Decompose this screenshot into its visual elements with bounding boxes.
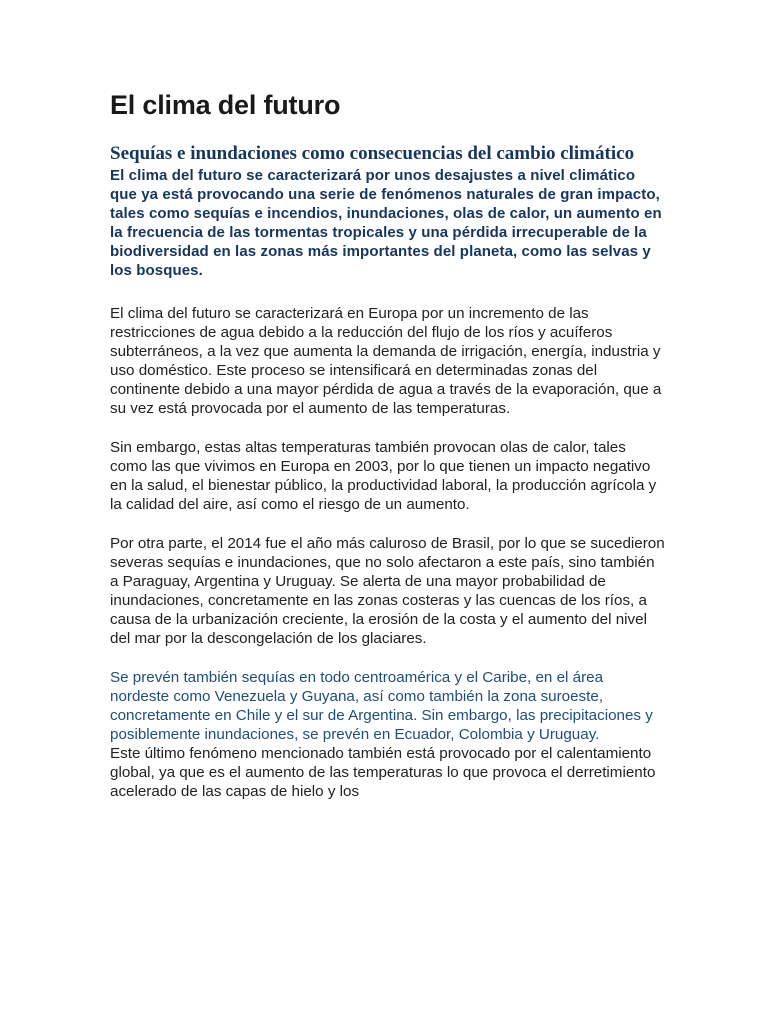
body-paragraph-latin-america: Se prevén también sequías en todo centroamérica y el Caribe, en el área nordeste como Venezuela y Guyana, así como también la zona suroeste, concretamente en Chile y el sur de Argentina. Sin embargo, las precipitaciones y posiblemente inundaciones, se prevén en Ecuador, Colombia y Uruguay. bbox=[110, 669, 653, 743]
document-page bbox=[110, 88, 666, 821]
body-paragraph-europe: El clima del futuro se caracterizará en Europa por un incremento de las restricciones de agua debido a la reducción del flujo de los ríos y acuíferos subterráneos, a la vez que aumenta la demanda de irrigación, energía, industria y uso doméstico. Este proceso se intensificará en determinadas zonas del continente debido a una mayor pérdida de agua a través de la evaporación, que a su vez está provocada por el aumento de las temperaturas. bbox=[110, 305, 662, 417]
lead-paragraph: El clima del futuro se caracterizará por unos desajustes a nivel climático que ya está provocando una serie de fenómenos naturales de gran impacto, tales como sequías e incendios, inundaciones, olas de calor, un aumento en la frecuencia de las tormentas tropicales y una pérdida irrecuperable de la biodiversidad en las zonas más importantes del planeta, como las selvas y los bosques. bbox=[110, 167, 662, 279]
body-paragraph-brazil: Por otra parte, el 2014 fue el año más caluroso de Brasil, por lo que se sucedieron severas sequías e inundaciones, que no solo afectaron a este país, sino también a Paraguay, Argentina y Uruguay. Se alerta de una mayor probabilidad de inundaciones, concretamente en las zonas costeras y las cuencas de los ríos, a causa de la urbanización creciente, la erosión de la costa y el aumento del nivel del mar por la descongelación de los glaciares. bbox=[110, 535, 665, 647]
body-paragraph-heatwaves: Sin embargo, estas altas temperaturas también provocan olas de calor, tales como las que vivimos en Europa en 2003, por lo que tienen un impacto negativo en la salud, el bienestar público, la productividad laboral, la producción agrícola y la calidad del aire, así como el riesgo de un aumento. bbox=[110, 439, 657, 513]
document-subtitle: Sequías e inundaciones como consecuencias del cambio climático bbox=[110, 143, 635, 164]
body-paragraph-global-warming: Este último fenómeno mencionado también está provocado por el calentamiento global, ya que es el aumento de las temperaturas lo que provoca el derretimiento acelerado de las capas de hielo y los bbox=[110, 745, 656, 800]
document-title: El clima del futuro bbox=[110, 90, 341, 120]
